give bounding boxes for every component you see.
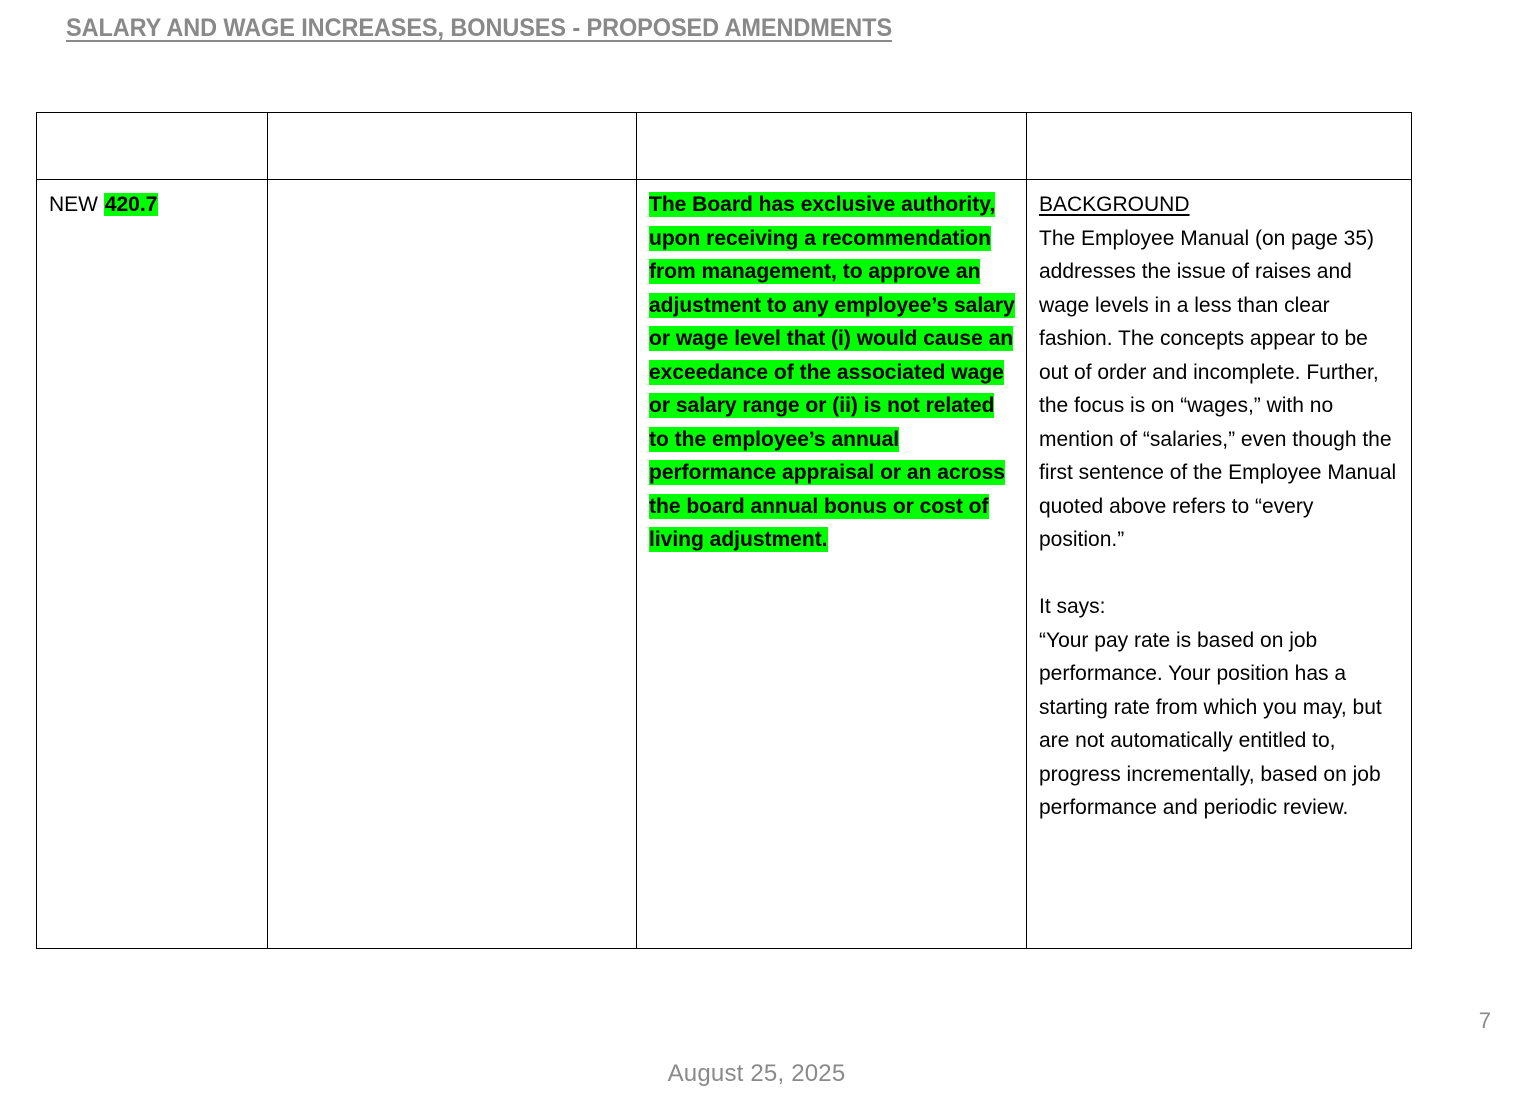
table-row: [37, 180, 1412, 949]
background-paragraph-2-block: [1039, 590, 1401, 825]
policy-reference-prefix: NEW: [49, 193, 104, 216]
background-heading-paragraph: [1039, 188, 1401, 557]
policy-reference-number-highlight: 420.7: [104, 193, 158, 216]
table-cell-background: [1027, 180, 1412, 949]
table-header-cell-current: [268, 113, 637, 180]
table-cell-current-policy: [268, 180, 637, 949]
background-paragraph-2: It says:: [1039, 595, 1106, 618]
policy-reference: [49, 188, 257, 222]
page-title: SALARY AND WAGE INCREASES, BONUSES - PROPOSED AMENDMENTS: [66, 14, 893, 42]
table-cell-reference: [37, 180, 268, 949]
table-header-cell-reference: [37, 113, 268, 180]
background-block: [1039, 188, 1401, 825]
background-heading: BACKGROUND: [1039, 193, 1190, 216]
amendments-table: [36, 112, 1412, 949]
proposed-amendment-highlight: The Board has exclusive authority, upon receiving a recommendation from management, to approve an adjustment to any employee’s salary or wage level that (i) would cause an exceedance of the associated wage or salary range or (ii) is not related to the employee’s annual performance appraisal or an across the board annual bonus or cost of living adjustment.: [649, 193, 1015, 551]
background-paragraph-1: The Employee Manual (on page 35) addresses the issue of raises and wage levels in a less than clear fashion. The concepts appear to be out of order and incomplete. Further, the focus is on “wages,” with no mention of “salaries,” even though the first sentence of the Employee Manual quoted above refers to “every position.”: [1039, 226, 1397, 551]
page-number: 7: [1478, 1008, 1491, 1033]
table-header-cell-background: [1027, 113, 1412, 180]
background-quote: “Your pay rate is based on job performance. Your position has a starting rate from which you may, but are not automatically entitled to, progress incrementally, based on job performance and periodic review.: [1039, 628, 1382, 819]
proposed-amendment-text: [649, 188, 1016, 557]
table-cell-proposed-amendment: [637, 180, 1027, 949]
table-header-row: [37, 113, 1412, 180]
footer-date: August 25, 2025: [667, 1060, 846, 1087]
table-header-cell-proposed: [637, 113, 1027, 180]
